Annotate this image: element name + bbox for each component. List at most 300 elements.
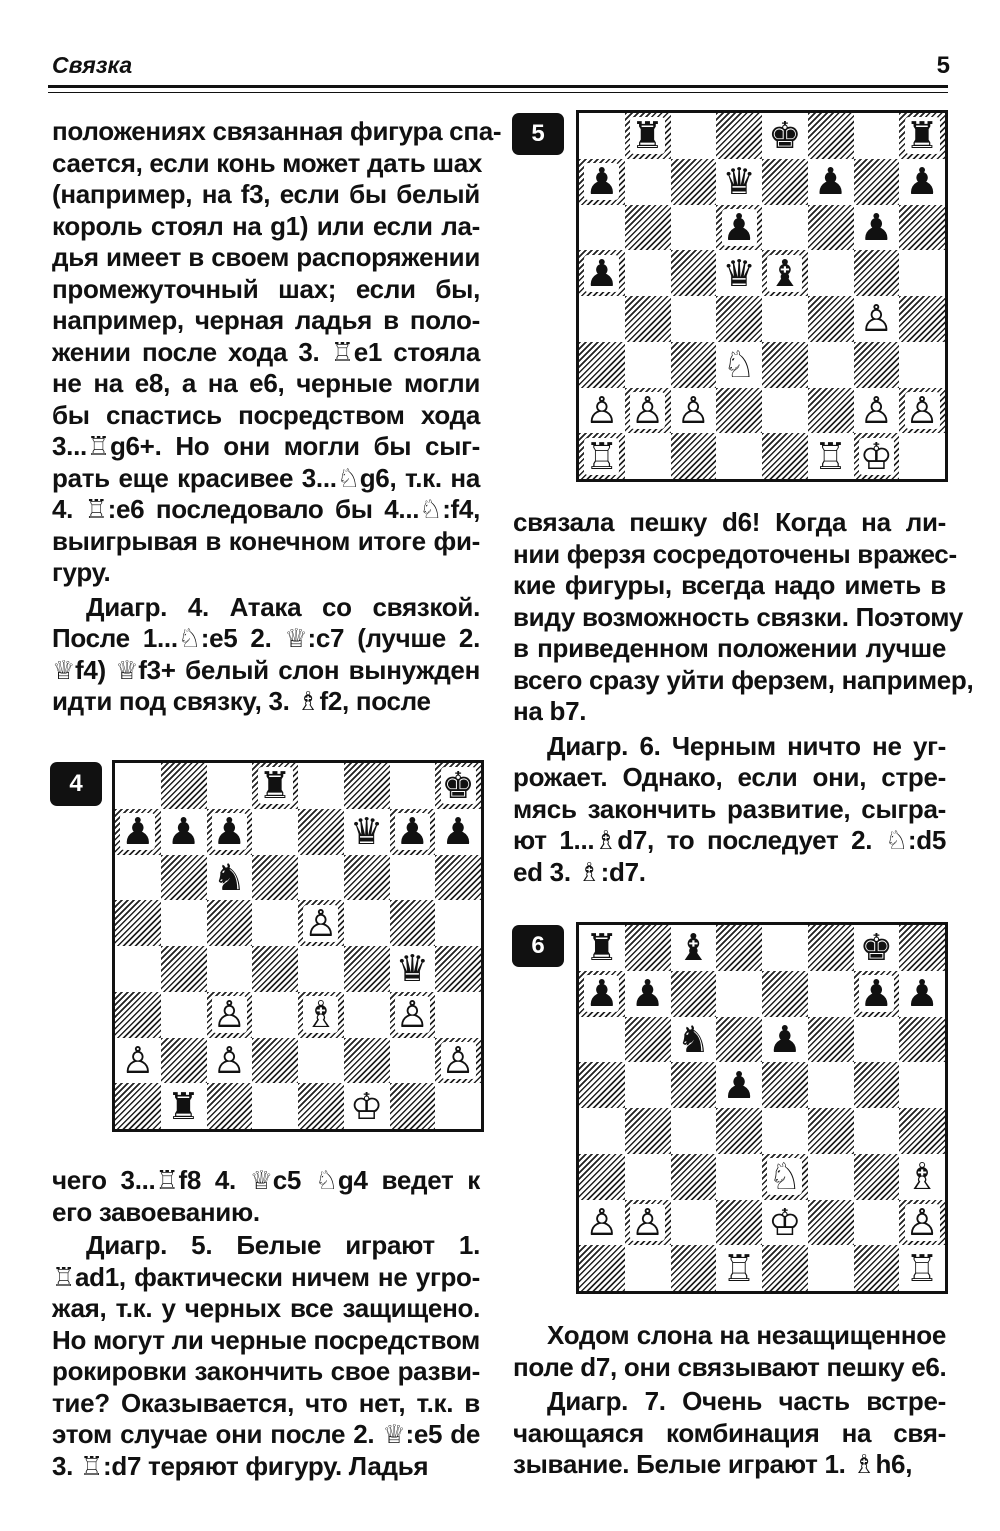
board-square [390,855,436,901]
board-square [808,1245,854,1291]
board-square [808,1200,854,1246]
board-square [390,763,436,809]
board-square [671,113,717,159]
white-pawn-icon: ♙ [905,388,939,432]
board-square [716,342,762,388]
board-square [579,296,625,342]
black-pawn-icon: ♟ [212,810,246,854]
section-title: Связка [52,52,133,78]
black-pawn-icon: ♟ [905,972,939,1016]
board-square [161,946,207,992]
white-rook-icon: ♖ [814,434,848,478]
board-square [762,342,808,388]
board-square [854,1154,900,1200]
after-diag6-paragraph [513,1320,946,1383]
board-square [854,296,900,342]
text-line: ют 1...♗d7, то последует 2. ♘:d5 [513,825,946,855]
board-square [671,1245,717,1291]
board-square [808,433,854,479]
text-line: виду возможность связки. Поэтому [513,601,963,632]
board-square [435,855,481,901]
board-square [207,855,253,901]
board-square [899,971,945,1017]
white-rook-icon: ♖ [585,434,619,478]
board-square [899,296,945,342]
board-square [854,113,900,159]
white-pawn-icon: ♙ [585,1200,619,1244]
board-grid [579,113,945,479]
board-square [435,1038,481,1084]
text-line: После 1...♘:e5 2. ♕:c7 (лучше 2. [52,623,480,653]
board-square [762,971,808,1017]
board-square [252,855,298,901]
board-square [716,1108,762,1154]
board-square [207,992,253,1038]
black-knight-icon: ♞ [212,855,246,899]
board-square [854,925,900,971]
page-number: 5 [936,52,950,79]
white-pawn-icon: ♙ [631,1200,665,1244]
white-pawn-icon: ♙ [304,901,338,945]
board-square [207,809,253,855]
diagram-6-badge: 6 [512,925,564,967]
board-square [207,900,253,946]
board-square [716,433,762,479]
board-square [808,113,854,159]
left-column-bottom [52,1165,480,1482]
text-line: Диагр. 6. Черным ничто не уг- [547,730,946,761]
board-square [252,946,298,992]
board-square [625,205,671,251]
board-square [716,1062,762,1108]
board-square [579,250,625,296]
board-square [298,1083,344,1129]
board-square [808,250,854,296]
board-square [579,159,625,205]
board-square [344,763,390,809]
white-pawn-icon: ♙ [676,388,710,432]
board-square [808,925,854,971]
board-square [762,1108,808,1154]
board-square [207,946,253,992]
board-square [716,113,762,159]
board-square [435,809,481,855]
board-square [252,992,298,1038]
board-square [808,388,854,434]
board-square [115,992,161,1038]
board-square [161,763,207,809]
black-king-icon: ♚ [859,926,893,970]
board-square [435,763,481,809]
board-square [579,1154,625,1200]
board-square [854,388,900,434]
white-pawn-icon: ♙ [905,1200,939,1244]
black-pawn-icon: ♟ [441,810,475,854]
board-square [716,205,762,251]
board-square [854,205,900,251]
board-square [344,855,390,901]
text-line: 4. ♖:e6 последовало бы 4...♘:f4, [52,494,480,524]
board-square [671,205,717,251]
board-square [207,763,253,809]
black-pawn-icon: ♟ [585,251,619,295]
board-square [252,1083,298,1129]
board-square [671,971,717,1017]
white-pawn-icon: ♙ [395,993,429,1037]
board-square [298,992,344,1038]
board-square [671,159,717,205]
text-line: нии ферзя сосредоточены вражес- [513,538,957,569]
text-line: жении после хода 3. ♖e1 стояла [52,336,480,367]
board-square [716,159,762,205]
text-line: сается, если конь может дать шах [52,147,483,178]
board-square [625,433,671,479]
text-line: Диагр. 7. Очень часть встре- [547,1386,946,1416]
board-square [625,1200,671,1246]
board-square [808,296,854,342]
text-line: поле d7, они связывают пешку e6. [513,1351,947,1382]
text-line: Ходом слона на незащищенное [547,1320,946,1350]
diagram-6-board [576,922,948,1294]
diag6-paragraph [513,731,946,889]
black-king-icon: ♚ [768,114,802,158]
top-paragraph [52,116,502,589]
text-line: Диагр. 5. Белые играют 1. [86,1230,480,1260]
text-line: ♕f4) ♕f3+ белый слон вынужден [52,654,480,685]
text-line: рожает. Однако, если они, стре- [513,762,946,792]
board-square [854,159,900,205]
board-square [115,946,161,992]
board-square [161,809,207,855]
board-square [435,1083,481,1129]
board-square [899,1154,945,1200]
board-square [899,1245,945,1291]
board-square [762,925,808,971]
board-square [808,159,854,205]
board-square [716,1245,762,1291]
black-pawn-icon: ♟ [859,972,893,1016]
white-pawn-icon: ♙ [212,993,246,1037]
board-square [115,900,161,946]
board-square [716,1154,762,1200]
text-line: зывание. Белые играют 1. ♗h6, [513,1449,913,1479]
board-square [579,1245,625,1291]
board-square [207,1083,253,1129]
board-square [671,1017,717,1063]
text-line: рать еще красивее 3...♘g6, т.к. на [52,462,480,493]
board-square [671,388,717,434]
board-square [579,113,625,159]
board-square [671,1062,717,1108]
board-square [899,250,945,296]
board-square [115,763,161,809]
black-rook-icon: ♜ [258,764,292,808]
board-square [298,900,344,946]
board-square [161,992,207,1038]
black-pawn-icon: ♟ [121,810,155,854]
white-king-icon: ♔ [859,434,893,478]
white-rook-icon: ♖ [722,1246,756,1290]
board-square [716,925,762,971]
text-line: король стоял на g1) или если ла- [52,210,480,241]
board-square [762,159,808,205]
board-square [671,1200,717,1246]
black-pawn-icon: ♟ [395,810,429,854]
black-queen-icon: ♛ [395,947,429,991]
board-square [344,946,390,992]
after-diag4-paragraph [52,1165,480,1228]
white-pawn-icon: ♙ [859,297,893,341]
board-square [579,433,625,479]
text-line: кие фигуры, всегда надо иметь в [513,570,946,600]
board-square [899,1108,945,1154]
text-line: ♖ad1, фактически ничем не угро- [52,1261,480,1292]
board-square [390,1038,436,1084]
text-line: тие? Оказывается, что нет, т.к. в [52,1387,480,1418]
right-column-middle [513,507,974,888]
board-square [854,971,900,1017]
board-square [808,1062,854,1108]
board-square [115,809,161,855]
board-square [625,1108,671,1154]
header-rule [48,85,948,88]
black-pawn-icon: ♟ [585,972,619,1016]
text-line: Диагр. 4. Атака со связкой. [86,591,480,622]
black-bishop-icon: ♝ [768,251,802,295]
board-square [854,1062,900,1108]
text-line: 3...♖g6+. Но они могли бы сыг- [52,431,480,461]
board-square [762,1245,808,1291]
text-line: мясь закончить развитие, сыгра- [513,793,946,824]
board-square [762,296,808,342]
board-square [808,971,854,1017]
board-square [854,433,900,479]
board-square [344,809,390,855]
white-king-icon: ♔ [350,1084,384,1128]
board-square [671,925,717,971]
board-square [716,296,762,342]
text-line: чего 3...♖f8 4. ♕c5 ♘g4 ведет к [52,1165,480,1195]
text-line: в приведенном положении лучше [513,633,946,663]
board-grid [579,925,945,1291]
board-square [854,342,900,388]
board-square [625,1245,671,1291]
board-square [671,342,717,388]
board-square [762,1062,808,1108]
board-square [625,1154,671,1200]
board-square [344,1038,390,1084]
text-line: ed 3. ♗:d7. [513,856,646,887]
black-pawn-icon: ♟ [768,1017,802,1061]
board-square [716,971,762,1017]
black-pawn-icon: ♟ [722,1063,756,1107]
text-line: бы спастись посредством хода [52,399,480,430]
black-rook-icon: ♜ [631,114,665,158]
board-square [579,925,625,971]
board-square [808,1017,854,1063]
text-line: положениях связанная фигура спа- [52,116,502,146]
text-line: (например, на f3, если бы белый [52,179,480,209]
board-square [762,205,808,251]
board-square [899,1062,945,1108]
diagram-4-board [112,760,484,1132]
board-square [899,925,945,971]
board-square [808,205,854,251]
board-square [207,1038,253,1084]
board-square [579,971,625,1017]
black-rook-icon: ♜ [585,926,619,970]
board-square [762,250,808,296]
board-square [671,296,717,342]
board-square [579,1108,625,1154]
white-pawn-icon: ♙ [441,1038,475,1082]
board-square [298,763,344,809]
board-square [298,946,344,992]
board-square [899,205,945,251]
board-square [854,1245,900,1291]
board-square [716,388,762,434]
black-pawn-icon: ♟ [722,205,756,249]
text-line: чающаяся комбинация на свя- [513,1417,946,1448]
black-pawn-icon: ♟ [585,160,619,204]
text-line: всего сразу уйти ферзем, например, [513,664,974,695]
board-square [899,1200,945,1246]
board-square [161,900,207,946]
board-square [344,992,390,1038]
right-column-bottom [513,1320,946,1481]
board-square [161,1083,207,1129]
white-pawn-icon: ♙ [859,388,893,432]
board-square [808,1154,854,1200]
board-square [625,159,671,205]
board-square [252,809,298,855]
board-square [579,1017,625,1063]
board-square [344,1083,390,1129]
left-column-top [52,116,502,718]
board-square [671,433,717,479]
board-square [579,1200,625,1246]
board-square [899,388,945,434]
board-square [435,900,481,946]
text-line: промежуточный шах; если бы, [52,273,480,304]
board-square [762,388,808,434]
board-square [344,900,390,946]
board-square [899,433,945,479]
white-pawn-icon: ♙ [585,388,619,432]
text-line: дья имеет в своем распоряжении [52,242,480,272]
white-king-icon: ♔ [768,1200,802,1244]
board-square [716,1017,762,1063]
white-pawn-icon: ♙ [631,388,665,432]
board-square [390,992,436,1038]
text-line: этом случае они после 2. ♕:e5 de [52,1419,480,1449]
board-square [762,1200,808,1246]
board-square [435,992,481,1038]
black-knight-icon: ♞ [676,1017,710,1061]
board-square [854,1017,900,1063]
board-square [579,205,625,251]
text-line: его завоеванию. [52,1196,260,1227]
board-square [625,250,671,296]
board-square [716,1200,762,1246]
text-line: 3. ♖:d7 теряют фигуру. Ладья [52,1450,429,1481]
board-square [625,388,671,434]
board-square [115,1038,161,1084]
board-square [899,159,945,205]
board-square [762,1017,808,1063]
board-square [115,855,161,901]
board-square [390,946,436,992]
text-line: выигрывая в конечном итоге фи- [52,525,480,556]
board-square [298,855,344,901]
board-square [252,1038,298,1084]
board-square [579,1062,625,1108]
black-rook-icon: ♜ [167,1084,201,1128]
white-knight-icon: ♘ [768,1155,802,1199]
board-square [252,763,298,809]
text-line: связала пешку d6! Когда на ли- [513,507,946,537]
white-bishop-icon: ♗ [905,1155,939,1199]
text-line: на b7. [513,696,587,726]
white-pawn-icon: ♙ [212,1038,246,1082]
board-square [716,250,762,296]
board-grid [115,763,481,1129]
black-rook-icon: ♜ [905,114,939,158]
board-square [625,1017,671,1063]
board-square [762,113,808,159]
black-pawn-icon: ♟ [631,972,665,1016]
board-square [161,1038,207,1084]
board-square [579,342,625,388]
board-square [899,1017,945,1063]
board-square [762,433,808,479]
board-square [625,342,671,388]
board-square [671,250,717,296]
board-square [390,900,436,946]
diag5-paragraph [52,1230,480,1482]
board-square [671,1108,717,1154]
text-line: Но могут ли черные посредством [52,1324,480,1355]
diagram-5-board [576,110,948,482]
text-line: идти под связку, 3. ♗f2, после [52,686,431,716]
board-square [808,1108,854,1154]
text-line: например, черная ладья в поло- [52,305,480,335]
after-diag5-paragraph [513,507,974,728]
board-square [762,1154,808,1200]
board-square [899,342,945,388]
board-square [625,296,671,342]
white-rook-icon: ♖ [905,1246,939,1290]
black-queen-icon: ♛ [350,810,384,854]
text-line: рокировки закончить свое разви- [52,1356,480,1386]
board-square [625,113,671,159]
board-square [625,1062,671,1108]
text-line: жая, т.к. у черных все защищено. [52,1293,480,1323]
text-line: не на e8, а на e6, черные могли [52,368,480,398]
diag4-paragraph [52,592,480,718]
board-square [298,809,344,855]
board-square [625,971,671,1017]
board-square [390,809,436,855]
text-line: гуру. [52,557,111,587]
board-square [435,946,481,992]
board-square [671,1154,717,1200]
board-square [899,113,945,159]
board-square [252,900,298,946]
black-pawn-icon: ♟ [814,160,848,204]
black-bishop-icon: ♝ [676,926,710,970]
board-square [298,1038,344,1084]
